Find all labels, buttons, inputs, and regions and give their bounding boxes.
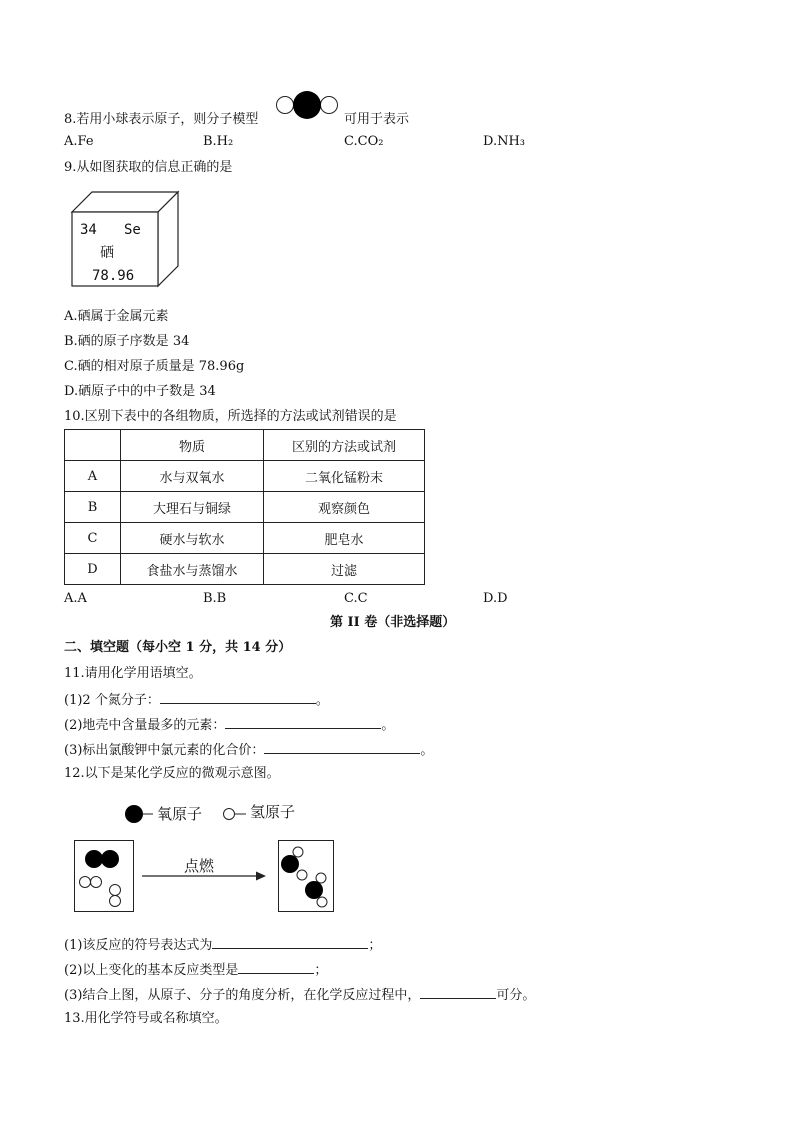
element-symbol: Se [124,222,141,238]
q11-item-2: (2)地壳中含量最多的元素： 。 [64,718,395,733]
element-name: 硒 [100,245,114,261]
q10-table [64,429,425,585]
q8-stem: 8.若用小球表示原子，则分子模型 [64,112,259,127]
table-header-cell: 区别的方法或试剂 [264,430,425,461]
table-header-cell: 物质 [121,430,264,461]
table-header-row [65,430,425,461]
q10-option-d: D.D [483,591,508,606]
oxygen-atom-legend-icon [124,803,154,825]
q9-option-c: C.硒的相对原子质量是 78.96g [64,359,245,374]
element-mass: 78.96 [92,268,135,284]
q12-item-2: (2)以上变化的基本反应类型是 ； [64,963,328,978]
q10-option-c: C.C [344,591,368,606]
answer-blank[interactable] [264,741,420,754]
table-cell: 过滤 [264,554,425,585]
q9-option-d: D.硒原子中的中子数是 34 [64,384,216,399]
q11-item-1: (1)2 个氮分子： 。 [64,693,329,708]
q8-stem-after: 可用于表示 [344,112,410,127]
q11-item-3: (3)标出氯酸钾中氯元素的化合价： 。 [64,743,434,758]
section2-title: 二、填空题（每小空 1 分，共 14 分） [64,640,292,655]
hydrogen-atom-legend-icon [222,806,248,822]
molecule-model-icon [274,90,340,120]
answer-blank[interactable] [238,961,314,974]
table-header-cell [65,430,121,461]
legend-hydrogen-label: 氢原子 [250,803,296,821]
q10-option-a: A.A [64,591,87,606]
table-cell: 二氧化锰粉末 [264,461,425,492]
q9-stem: 9.从如图获取的信息正确的是 [64,160,233,175]
reaction-condition: 点燃 [184,857,215,875]
q8-option-b: B.H₂ [203,134,234,149]
answer-blank[interactable] [160,691,316,704]
element-number: 34 [80,222,97,238]
q8-option-c: C.CO₂ [344,134,384,149]
q9-option-b: B.硒的原子序数是 34 [64,334,190,349]
table-cell: 硬水与软水 [121,523,264,554]
q9-option-a: A.硒属于金属元素 [64,309,169,324]
part2-title: 第 II 卷（非选择题） [330,615,456,630]
table-cell: 肥皂水 [264,523,425,554]
answer-blank[interactable] [225,716,381,729]
q13-stem: 13.用化学符号或名称填空。 [64,1011,228,1026]
q12-item-3: (3)结合上图，从原子、分子的角度分析，在化学反应过程中， 可分。 [64,988,536,1003]
table-cell: 大理石与铜绿 [121,492,264,523]
q10-option-b: B.B [203,591,227,606]
table-cell: 水与双氧水 [121,461,264,492]
q8-option-a: A.Fe [64,134,94,149]
table-row [65,492,425,523]
table-cell: 观察颜色 [264,492,425,523]
legend-oxygen-label: 氧原子 [157,805,203,823]
table-row [65,461,425,492]
table-row [65,523,425,554]
table-row [65,554,425,585]
table-cell: A [65,461,121,492]
reaction-arrow-icon [142,870,268,882]
answer-blank[interactable] [212,936,368,949]
table-cell: D [65,554,121,585]
answer-blank[interactable] [420,986,496,999]
table-cell: 食盐水与蒸馏水 [121,554,264,585]
q12-item-1: (1)该反应的符号表达式为 ； [64,938,382,953]
q10-stem: 10.区别下表中的各组物质，所选择的方法或试剂错误的是 [64,409,397,424]
products-diagram [278,840,334,912]
table-cell: C [65,523,121,554]
table-cell: B [65,492,121,523]
q8-option-d: D.NH₃ [483,134,526,149]
q11-stem: 11.请用化学用语填空。 [64,666,202,681]
q12-stem: 12.以下是某化学反应的微观示意图。 [64,766,280,781]
reactants-diagram [74,840,134,912]
